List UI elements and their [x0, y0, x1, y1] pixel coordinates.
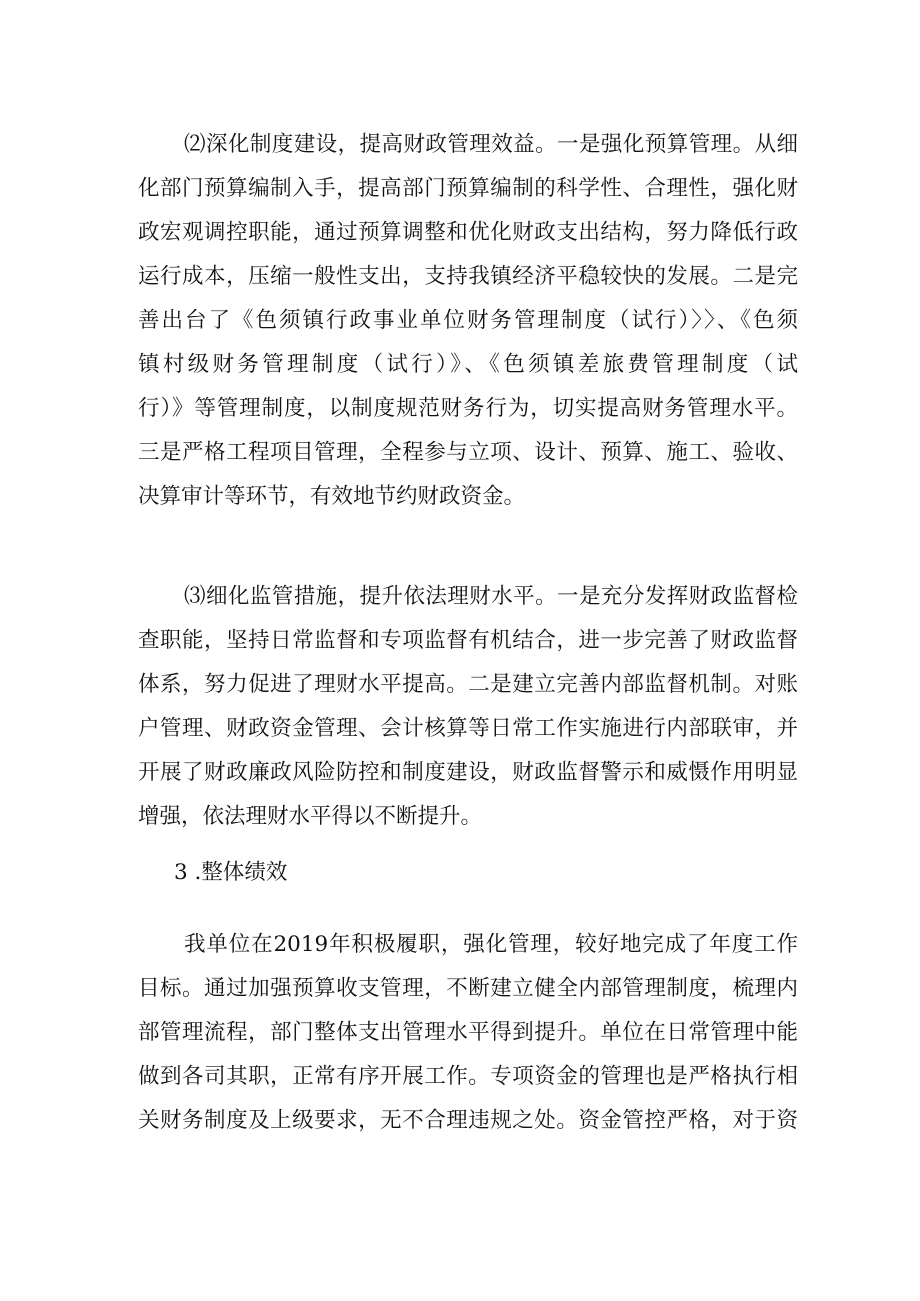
text-line: 政宏观调控职能，通过预算调整和优化财政支出结构，努力降低行政	[138, 220, 798, 245]
text-line: 目标。通过加强预算收支管理，不断建立健全内部管理制度，梳理内	[138, 976, 798, 1001]
text-line: 运行成本，压缩一般性支出，支持我镇经济平稳较快的发展。二是完	[138, 264, 798, 289]
text-line: ⑵深化制度建设，提高财政管理效益。一是强化预算管理。从细	[184, 132, 798, 157]
text-line: 我单位在2019年积极履职，强化管理，较好地完成了年度工作	[184, 932, 798, 957]
section-heading: 3 .整体绩效	[174, 860, 288, 885]
text-line: 开展了财政廉政风险防控和制度建设，财政监督警示和威慑作用明显	[138, 760, 798, 785]
text-line: 关财务制度及上级要求，无不合理违规之处。资金管控严格，对于资	[138, 1108, 798, 1133]
text-line: 决算审计等环节，有效地节约财政资金。	[138, 484, 526, 509]
text-line: 做到各司其职，正常有序开展工作。专项资金的管理也是严格执行相	[138, 1064, 798, 1089]
text-line: 三是严格工程项目管理，全程参与立项、设计、预算、施工、验收、	[138, 440, 798, 465]
text-line: ⑶细化监管措施，提升依法理财水平。一是充分发挥财政监督检	[184, 584, 798, 609]
text-line: 增强，依法理财水平得以不断提升。	[138, 804, 483, 829]
text-line: 镇村级财务管理制度（试行）》、《色须镇差旅费管理制度（试	[138, 352, 798, 377]
text-line: 体系，努力促进了理财水平提高。二是建立完善内部监督机制。对账	[138, 672, 798, 697]
text-line: 部管理流程，部门整体支出管理水平得到提升。单位在日常管理中能	[138, 1020, 798, 1045]
text-line: 行）》等管理制度，以制度规范财务行为，切实提高财务管理水平。	[138, 396, 798, 421]
text-line: 查职能，坚持日常监督和专项监督有机结合，进一步完善了财政监督	[138, 628, 798, 653]
text-line: 化部门预算编制入手，提高部门预算编制的科学性、合理性，强化财	[138, 176, 798, 201]
text-line: 善出台了《色须镇行政事业单位财务管理制度（试行）〉〉、《色须	[138, 308, 798, 333]
text-line: 户管理、财政资金管理、会计核算等日常工作实施进行内部联审，并	[138, 716, 798, 741]
